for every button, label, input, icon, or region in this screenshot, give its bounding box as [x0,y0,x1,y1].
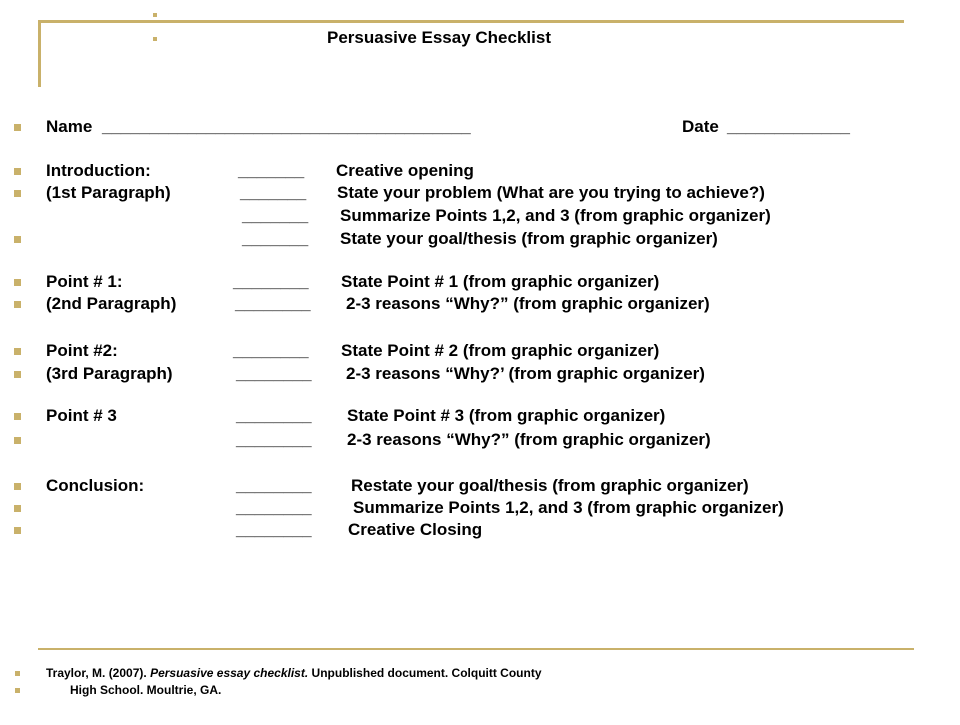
checklist-row [0,476,749,498]
check-blank: ________ [236,406,312,425]
row-description: Summarize Points 1,2, and 3 (from graphic organizer) [353,498,784,517]
row-label: Point # 3 [46,406,117,425]
checklist-row [0,294,710,316]
bullet-icon [14,527,21,534]
page-title: Persuasive Essay Checklist [327,28,551,47]
decorative-square [153,13,157,17]
bullet-icon [14,301,21,308]
check-blank: ________ [236,364,312,383]
row-description: State Point # 1 (from graphic organizer) [341,272,660,291]
checklist-row [0,430,711,452]
checklist-row [0,498,784,520]
bullet-icon [14,348,21,355]
checklist-row [0,520,483,542]
row-description: 2-3 reasons “Why?” (from graphic organizer) [347,430,711,449]
bullet-icon [14,279,21,286]
bullet-icon [14,168,21,175]
check-blank: _______ [238,161,305,180]
checklist-row [0,206,771,228]
check-blank: ________ [236,476,312,495]
name-blank: _______________________________________ [102,117,471,136]
check-blank: _______ [240,183,307,202]
check-blank: ________ [236,498,312,517]
row-description: Summarize Points 1,2, and 3 (from graphic organizer) [340,206,771,225]
bullet-icon [15,688,20,693]
citation-text [46,666,542,680]
check-blank: _______ [242,229,309,248]
decorative-bottom-line [38,648,914,650]
check-blank: ________ [233,272,309,291]
decorative-square [153,37,157,41]
checklist-row [0,364,705,386]
row-label: (2nd Paragraph) [46,294,177,313]
bullet-icon [14,371,21,378]
citation-line [0,666,542,682]
row-description: State your goal/thesis (from graphic organizer) [340,229,718,248]
bullet-icon [14,437,21,444]
row-description: Restate your goal/thesis (from graphic organizer) [351,476,749,495]
bullet-icon [15,671,20,676]
bullet-icon [14,505,21,512]
decorative-vertical-line [38,20,41,87]
bullet-icon [14,190,21,197]
checklist-row [0,341,660,363]
row-description: Creative opening [336,161,474,180]
checklist-row [0,161,474,183]
row-label: Introduction: [46,161,151,180]
citation-line [0,683,222,699]
decorative-top-line [38,20,904,23]
check-blank: ________ [233,341,309,360]
row-description: State Point # 3 (from graphic organizer) [347,406,666,425]
bullet-icon [14,483,21,490]
checklist-row [0,406,666,428]
row-description: State Point # 2 (from graphic organizer) [341,341,660,360]
date-blank: _____________ [727,117,850,136]
bullet-icon [14,413,21,420]
bullet-icon [14,124,21,131]
check-blank: ________ [236,520,312,539]
row-description: 2-3 reasons “Why?” (from graphic organizer) [346,294,710,313]
row-label: Point # 1: [46,272,123,291]
row-description: Creative Closing [348,520,483,539]
citation-rest: Unpublished document. Colquitt County [311,666,542,680]
row-label: Conclusion: [46,476,145,495]
name-date-row [0,117,850,139]
checklist-row [0,229,718,251]
name-label: Name [46,117,93,136]
row-description: 2-3 reasons “Why?’ (from graphic organizer) [346,364,705,383]
bullet-icon [14,236,21,243]
row-description: State your problem (What are you trying to achieve?) [337,183,765,202]
citation-text-continued: High School. Moultrie, GA. [70,683,222,697]
row-label: (1st Paragraph) [46,183,171,202]
citation-author: Traylor, M. (2007). [46,666,147,680]
row-label: (3rd Paragraph) [46,364,173,383]
row-label: Point #2: [46,341,118,360]
check-blank: _______ [242,206,309,225]
checklist-row [0,272,660,294]
check-blank: ________ [235,294,311,313]
citation-title: Persuasive essay checklist. [150,666,309,680]
check-blank: ________ [236,430,312,449]
checklist-row [0,183,765,205]
date-label: Date [682,117,719,136]
